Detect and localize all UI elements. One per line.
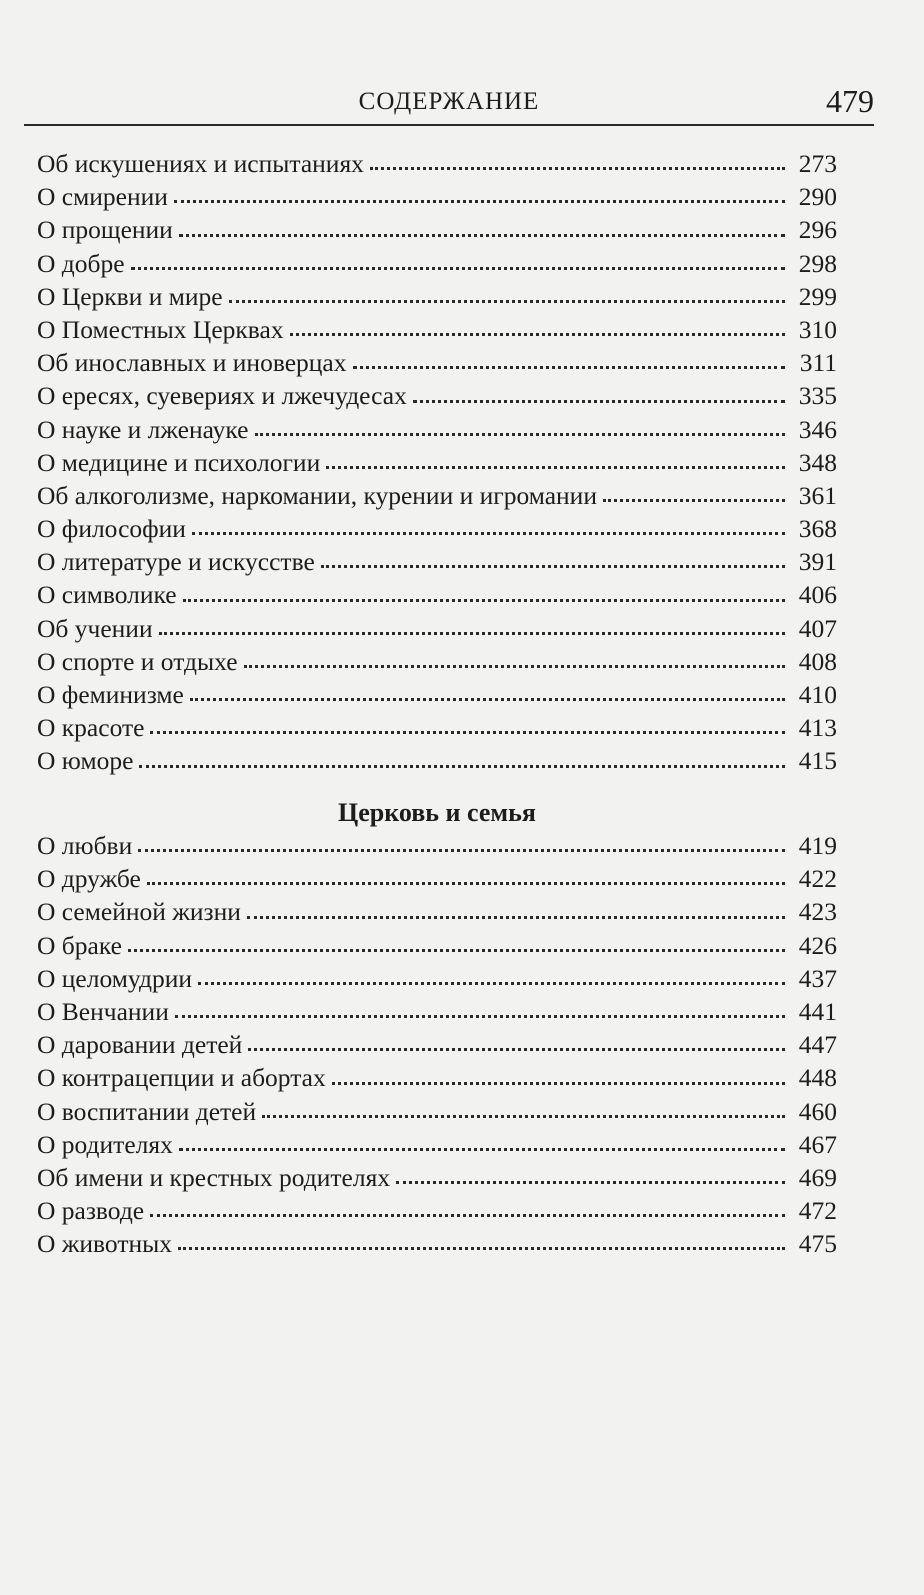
toc-entry-title: О целомудрии [37, 963, 193, 993]
dot-leader [159, 624, 785, 635]
dot-leader [174, 192, 785, 203]
toc-entry [37, 213, 837, 246]
toc-entry-page: 475 [798, 1229, 837, 1259]
toc-entry-page: 391 [798, 547, 837, 577]
dot-leader [326, 458, 785, 469]
toc-entry-page: 469 [798, 1162, 837, 1192]
toc-entry [37, 895, 837, 928]
dot-leader [262, 1107, 785, 1118]
toc-entry [37, 1128, 837, 1161]
toc-entry [37, 1095, 837, 1128]
toc-entry-page: 448 [798, 1063, 837, 1093]
dot-leader [247, 908, 785, 919]
dot-leader [370, 159, 785, 170]
toc-entry [37, 744, 837, 777]
section-heading: Церковь и семья [338, 798, 536, 827]
toc-entry [37, 678, 837, 711]
toc-entry-page: 296 [798, 215, 837, 245]
dot-leader [190, 690, 785, 701]
toc-entry-title: О добре [37, 248, 125, 278]
toc-entry-page: 406 [798, 580, 837, 610]
toc-entry-page: 368 [798, 514, 837, 544]
dot-leader [413, 392, 785, 403]
toc-entry [37, 645, 837, 678]
toc-entry-title: О феминизме [37, 680, 184, 709]
toc-entry-title: О спорте и отдыхе [37, 646, 238, 676]
toc-entry [37, 612, 837, 645]
toc-entry-title: О смирении [37, 182, 168, 212]
toc-entry-page: 437 [798, 963, 837, 993]
toc-entry-page: 426 [798, 930, 837, 960]
dot-leader [603, 491, 785, 502]
dot-leader [229, 292, 785, 303]
toc-entry [37, 180, 837, 213]
toc-entry-title: О любви [37, 831, 133, 860]
toc-entry [37, 545, 837, 578]
dot-leader [147, 874, 785, 885]
toc-entry-title: О литературе и искусстве [37, 547, 315, 577]
toc-entry [37, 1028, 837, 1061]
dot-leader [321, 557, 785, 568]
toc-entry-title: О разводе [37, 1196, 145, 1226]
toc-entry [37, 829, 837, 862]
dot-leader [353, 358, 786, 369]
toc-entry-page: 467 [798, 1129, 837, 1159]
toc-entry-title: О медицине и психологии [37, 447, 321, 477]
toc-entry-page: 472 [798, 1196, 837, 1226]
toc-entry-page: 419 [798, 831, 837, 860]
toc-entry [37, 1227, 837, 1260]
toc-entry-title: О браке [37, 930, 122, 960]
dot-leader [179, 1140, 785, 1151]
dot-leader [150, 1206, 785, 1217]
dot-leader [248, 1040, 785, 1051]
toc-entry-title: О науке и лженауке [37, 414, 249, 444]
dot-leader [290, 325, 785, 336]
toc-entry [37, 147, 837, 180]
toc-entry-page: 298 [798, 248, 837, 278]
toc-entry-title: О юморе [37, 746, 134, 776]
toc-entry-page: 361 [798, 480, 837, 510]
toc-entry-title: Об искушениях и испытаниях [37, 149, 364, 178]
toc-entry-page: 311 [799, 348, 837, 378]
toc-entry-page: 310 [798, 314, 837, 344]
toc-entry [37, 512, 837, 545]
toc-entry-page: 441 [798, 996, 837, 1026]
running-header-title: СОДЕРЖАНИЕ [358, 88, 540, 115]
toc-entry-title: О животных [37, 1229, 173, 1259]
toc-entry-page: 410 [798, 680, 837, 709]
toc-entry-page: 273 [798, 149, 837, 178]
toc-entry-title: Об имени и крестных родителях [37, 1162, 391, 1192]
toc-entry-page: 423 [798, 897, 837, 927]
toc-entry-title: О символике [37, 580, 177, 610]
toc-entry-title: О прощении [37, 215, 173, 245]
toc-entry [37, 1194, 837, 1227]
dot-leader [128, 941, 785, 952]
table-of-contents-section [37, 829, 837, 1260]
toc-entry [37, 995, 837, 1028]
toc-entry [37, 346, 837, 379]
toc-entry-page: 348 [798, 447, 837, 477]
toc-entry-title: О философии [37, 514, 186, 544]
toc-entry-page: 413 [798, 713, 837, 743]
toc-entry-title: О красоте [37, 713, 145, 743]
toc-entry-title: О Поместных Церквах [37, 314, 284, 344]
header-rule [24, 124, 874, 126]
toc-entry-title: Об учении [37, 613, 153, 643]
toc-entry-page: 415 [798, 746, 837, 776]
page-number: 479 [826, 83, 874, 119]
dot-leader [255, 425, 786, 436]
toc-entry-page: 407 [798, 613, 837, 643]
toc-entry [37, 962, 837, 995]
dot-leader [198, 974, 785, 985]
dot-leader [178, 1239, 785, 1250]
dot-leader [139, 757, 785, 768]
toc-entry-title: О даровании детей [37, 1030, 243, 1060]
toc-entry [37, 711, 837, 744]
toc-entry [37, 379, 837, 412]
dot-leader [244, 657, 785, 668]
toc-entry [37, 247, 837, 280]
toc-entry [37, 446, 837, 479]
dot-leader [138, 841, 785, 852]
table-of-contents [37, 147, 837, 778]
toc-entry-page: 422 [798, 864, 837, 894]
dot-leader [192, 524, 785, 535]
toc-entry [37, 1161, 837, 1194]
dot-leader [396, 1173, 785, 1184]
toc-entry [37, 1061, 837, 1094]
toc-entry-title: Об алкоголизме, наркомании, курении и игромании [37, 480, 597, 510]
toc-entry-title: О воспитании детей [37, 1096, 257, 1126]
dot-leader [179, 226, 785, 237]
toc-entry-title: О Церкви и мире [37, 281, 223, 311]
toc-entry-page: 447 [798, 1030, 837, 1060]
toc-entry [37, 578, 837, 611]
toc-entry-page: 299 [798, 281, 837, 311]
toc-entry-title: О ересях, суевериях и лжечудесах [37, 381, 407, 411]
toc-entry-title: О Венчании [37, 996, 169, 1026]
toc-entry-page: 408 [798, 646, 837, 676]
dot-leader [131, 259, 785, 270]
dot-leader [183, 591, 785, 602]
toc-entry-page: 335 [798, 381, 837, 411]
dot-leader [332, 1074, 785, 1085]
toc-entry [37, 929, 837, 962]
toc-entry-title: О дружбе [37, 864, 141, 894]
page-header [24, 80, 874, 124]
dot-leader [150, 723, 785, 734]
toc-entry-title: Об инославных и иноверцах [37, 348, 347, 378]
toc-entry-title: О родителях [37, 1129, 173, 1159]
toc-entry [37, 313, 837, 346]
toc-entry-title: О контрацепции и абортах [37, 1063, 326, 1093]
toc-entry [37, 479, 837, 512]
toc-entry [37, 280, 837, 313]
toc-entry-page: 460 [798, 1096, 837, 1126]
toc-entry [37, 862, 837, 895]
toc-entry-title: О семейной жизни [37, 897, 241, 927]
toc-entry [37, 413, 837, 446]
dot-leader [175, 1007, 785, 1018]
toc-entry-page: 346 [798, 414, 837, 444]
toc-entry-page: 290 [798, 182, 837, 212]
